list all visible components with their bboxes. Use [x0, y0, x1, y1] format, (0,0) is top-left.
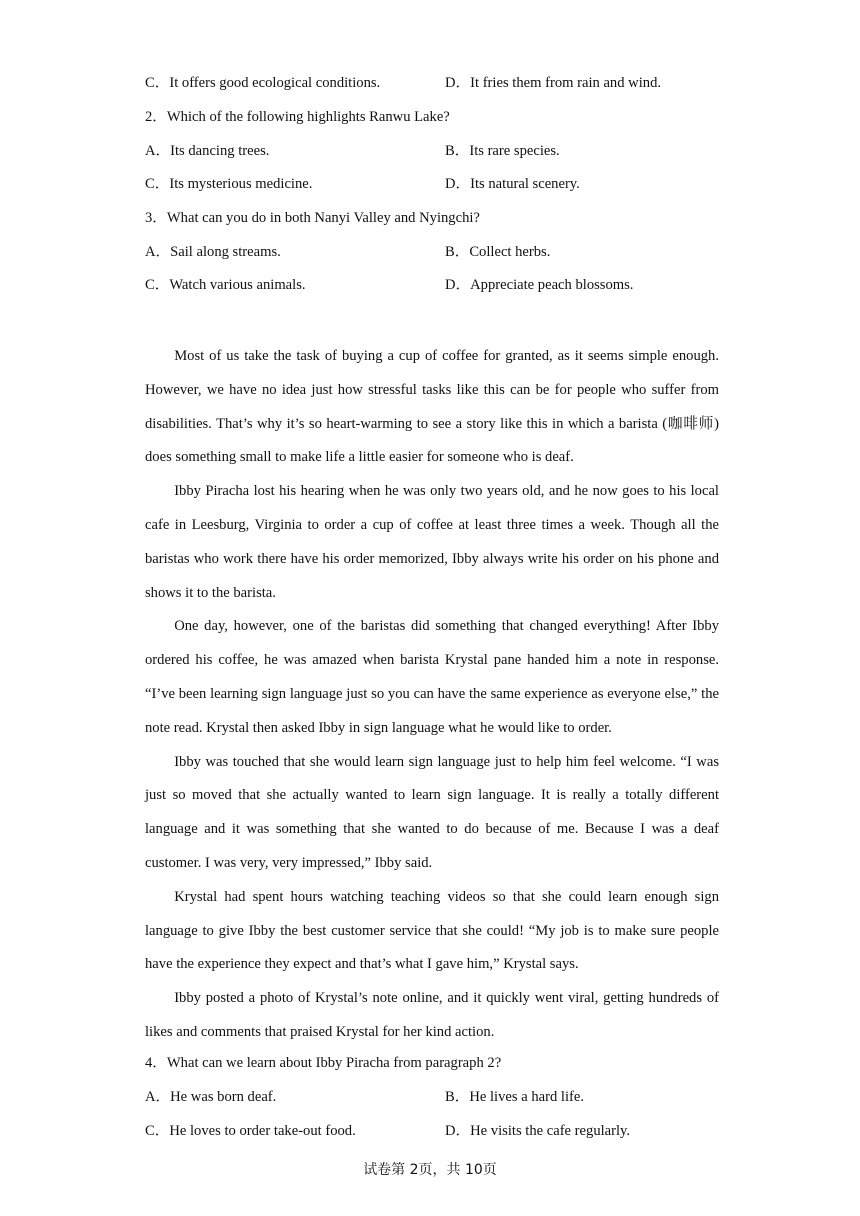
q4-option-c: C．He loves to order take-out food.	[145, 1123, 356, 1139]
page-footer: 试卷第 2页，共 10页	[363, 1162, 497, 1178]
q4-option-a: A．He was born deaf.	[145, 1089, 277, 1105]
passage-paragraph-3: One day, however, one of the baristas did something that changed everything! After Ibby ordered his coffee, he was amazed when barista Krystal pane handed him a note in response. “I’ve been learning sign language just so you can have the same experience as everyone else,” the note read. Krystal then asked Ibby in sign language what he would like to order.	[145, 618, 719, 736]
q2-options-row-cd	[145, 172, 725, 196]
passage-paragraph-5: Krystal had spent hours watching teaching videos so that she could learn enough sign language to give Ibby the best customer service that she could! “My job is to make sure people have the experience they expect and that’s what I gave him,” Krystal says.	[145, 888, 719, 973]
reading-passage	[145, 340, 719, 1050]
q1-options-row-cd	[145, 71, 725, 95]
q2-options-row-ab	[145, 139, 725, 163]
q2-option-b: B．Its rare species.	[445, 143, 560, 159]
q4-option-b: B．He lives a hard life.	[445, 1089, 585, 1105]
q3-options-row-cd	[145, 273, 725, 297]
q4-options-row-ab	[145, 1085, 725, 1109]
q4-options-row-cd	[145, 1119, 725, 1143]
q1-option-d: D．It fries them from rain and wind.	[445, 75, 662, 91]
passage-paragraph-1: Most of us take the task of buying a cup of coffee for granted, as it seems simple enough. However, we have no idea just how stressful tasks like this can be for people who suffer from disabilities. That’s why it’s so heart-warming to see a story like this in which a barista (咖啡师) does something small to make life a little easier for someone who is deaf.	[145, 348, 719, 466]
q1-option-c: C．It offers good ecological conditions.	[145, 75, 381, 91]
q2-option-d: D．Its natural scenery.	[445, 176, 580, 192]
q2-option-a: A．Its dancing trees.	[145, 143, 270, 159]
question-2-stem: 2．Which of the following highlights Ranwu Lake?	[145, 109, 450, 125]
q3-option-a: A．Sail along streams.	[145, 244, 281, 260]
passage-paragraph-6: Ibby posted a photo of Krystal’s note online, and it quickly went viral, getting hundreds of likes and comments that praised Krystal for her kind action.	[145, 990, 719, 1040]
passage-paragraph-2: Ibby Piracha lost his hearing when he was only two years old, and he now goes to his local cafe in Leesburg, Virginia to order a cup of coffee at least three times a week. Though all the baristas who work there have his order memorized, Ibby always write his order on his phone and shows it to the barista.	[145, 483, 719, 601]
q3-options-row-ab	[145, 240, 725, 264]
question-4-stem: 4．What can we learn about Ibby Piracha from paragraph 2?	[145, 1055, 502, 1071]
q3-option-b: B．Collect herbs.	[445, 244, 551, 260]
passage-paragraph-4: Ibby was touched that she would learn sign language just to help him feel welcome. “I was just so moved that she actually wanted to learn sign language. It is really a totally different language and it was something that she wanted to do because of me. Because I was a deaf customer. I was very, very impressed,” Ibby said.	[145, 753, 719, 871]
q4-option-d: D．He visits the cafe regularly.	[445, 1123, 631, 1139]
q3-option-d: D．Appreciate peach blossoms.	[445, 277, 634, 293]
q2-option-c: C．Its mysterious medicine.	[145, 176, 313, 192]
question-3-stem: 3．What can you do in both Nanyi Valley and Nyingchi?	[145, 210, 480, 226]
q3-option-c: C．Watch various animals.	[145, 277, 306, 293]
